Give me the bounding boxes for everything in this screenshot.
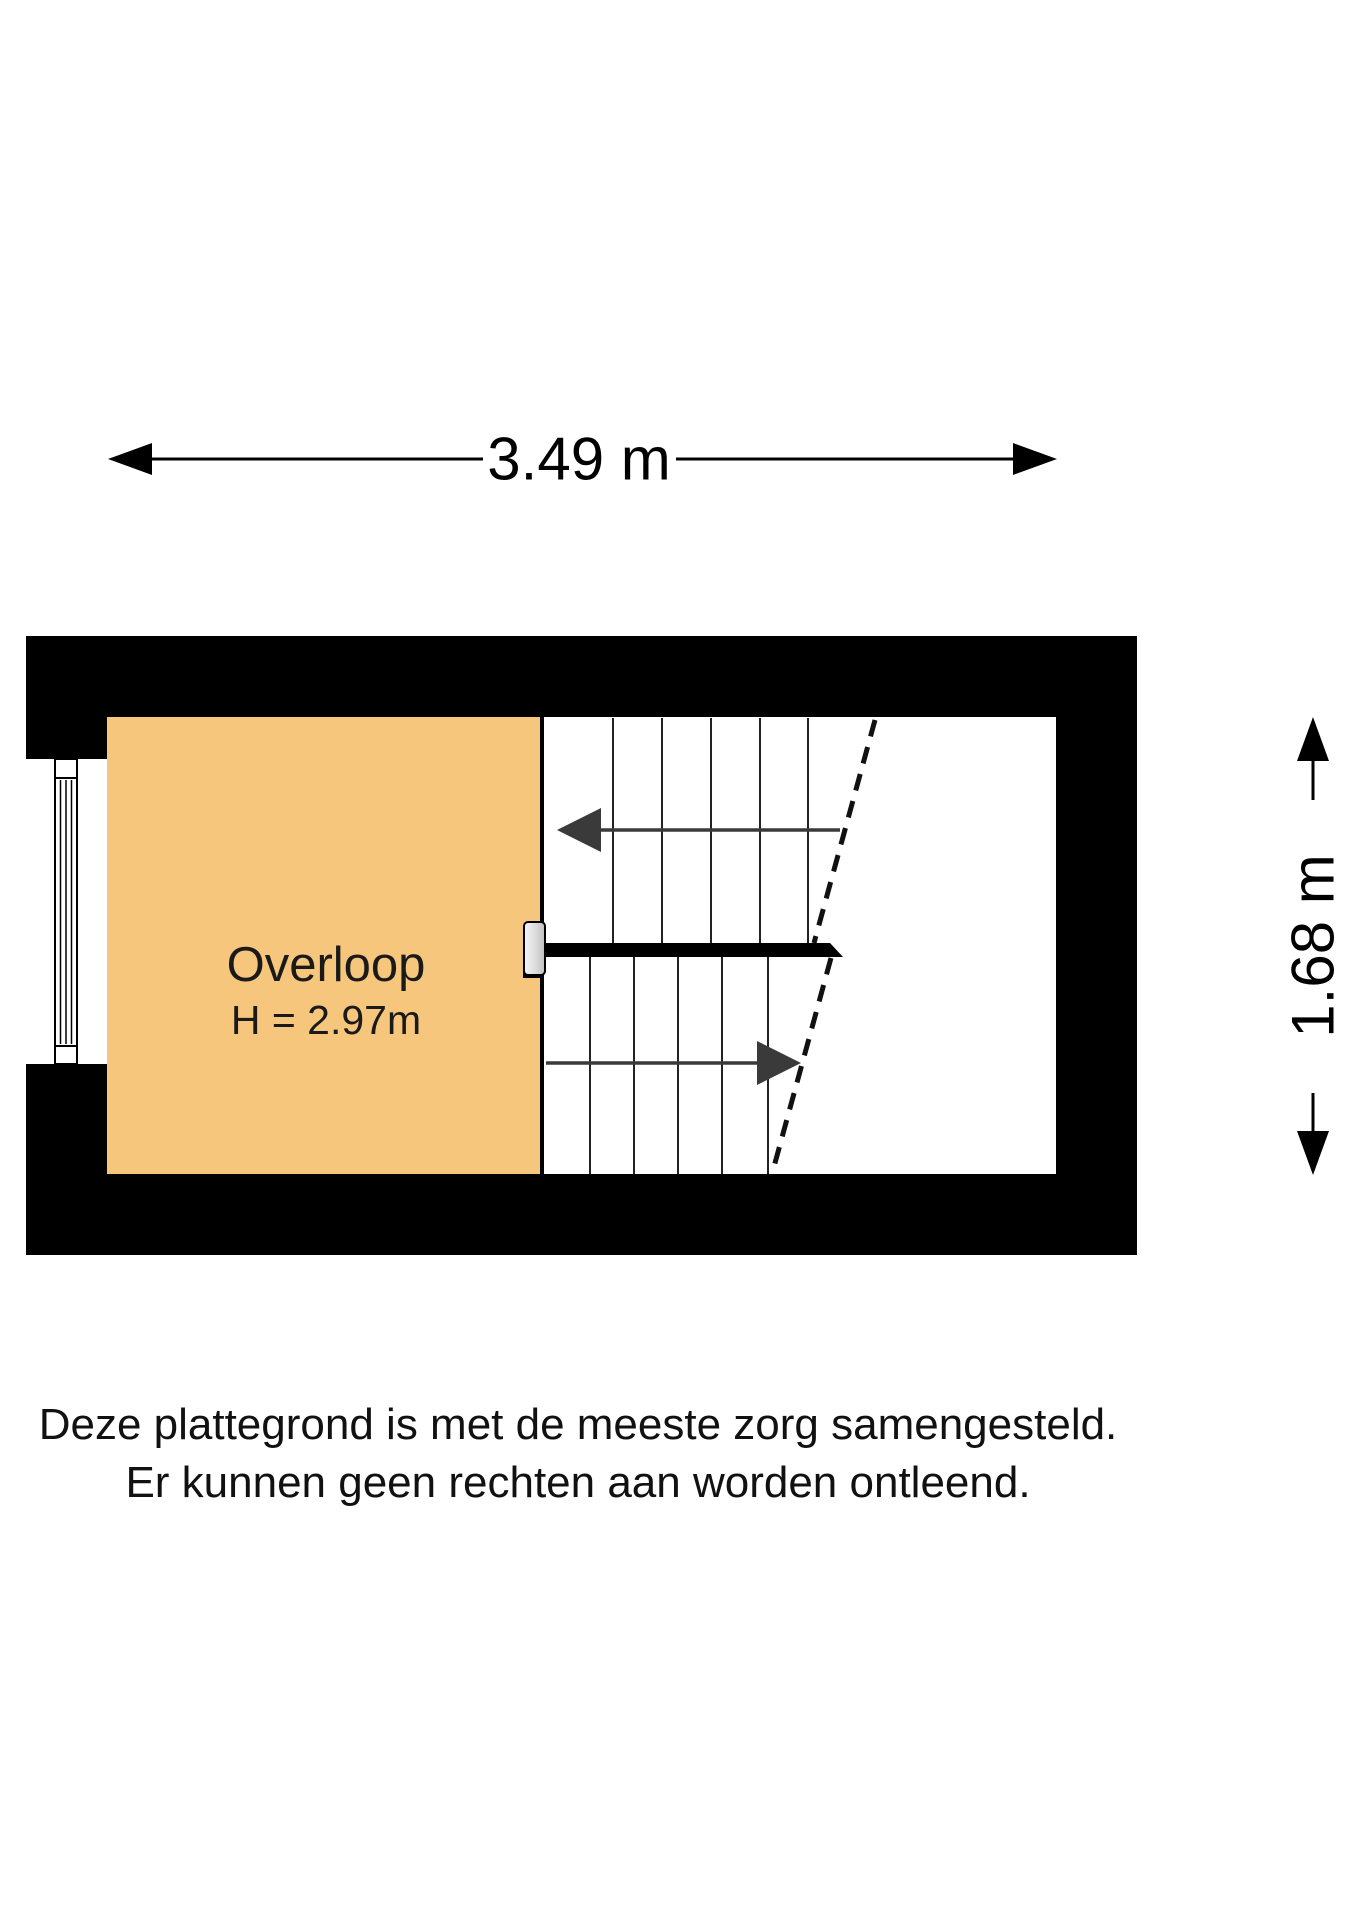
window-opening [26,759,107,1064]
arrow-down-icon [1297,1131,1329,1175]
stairwell-area [544,717,1056,1174]
vertical-dimension-label: 1.68 m [1279,854,1347,1038]
arrow-left-icon [108,443,152,475]
room-name: Overloop [226,938,426,992]
disclaimer [39,1396,1118,1512]
disclaimer-line-2: Er kunnen geen rechten aan worden ontleend. [125,1458,1031,1507]
arrow-up-icon [1297,717,1329,761]
door-jamb [523,921,546,976]
room-ceiling-height: H = 2.97m [230,997,422,1043]
room-label [227,938,426,1044]
arrow-right-icon [1013,443,1057,475]
disclaimer-line-1: Deze plattegrond is met de meeste zorg samengesteld. [38,1400,1118,1449]
horizontal-dimension-label: 3.49 m [487,425,671,493]
